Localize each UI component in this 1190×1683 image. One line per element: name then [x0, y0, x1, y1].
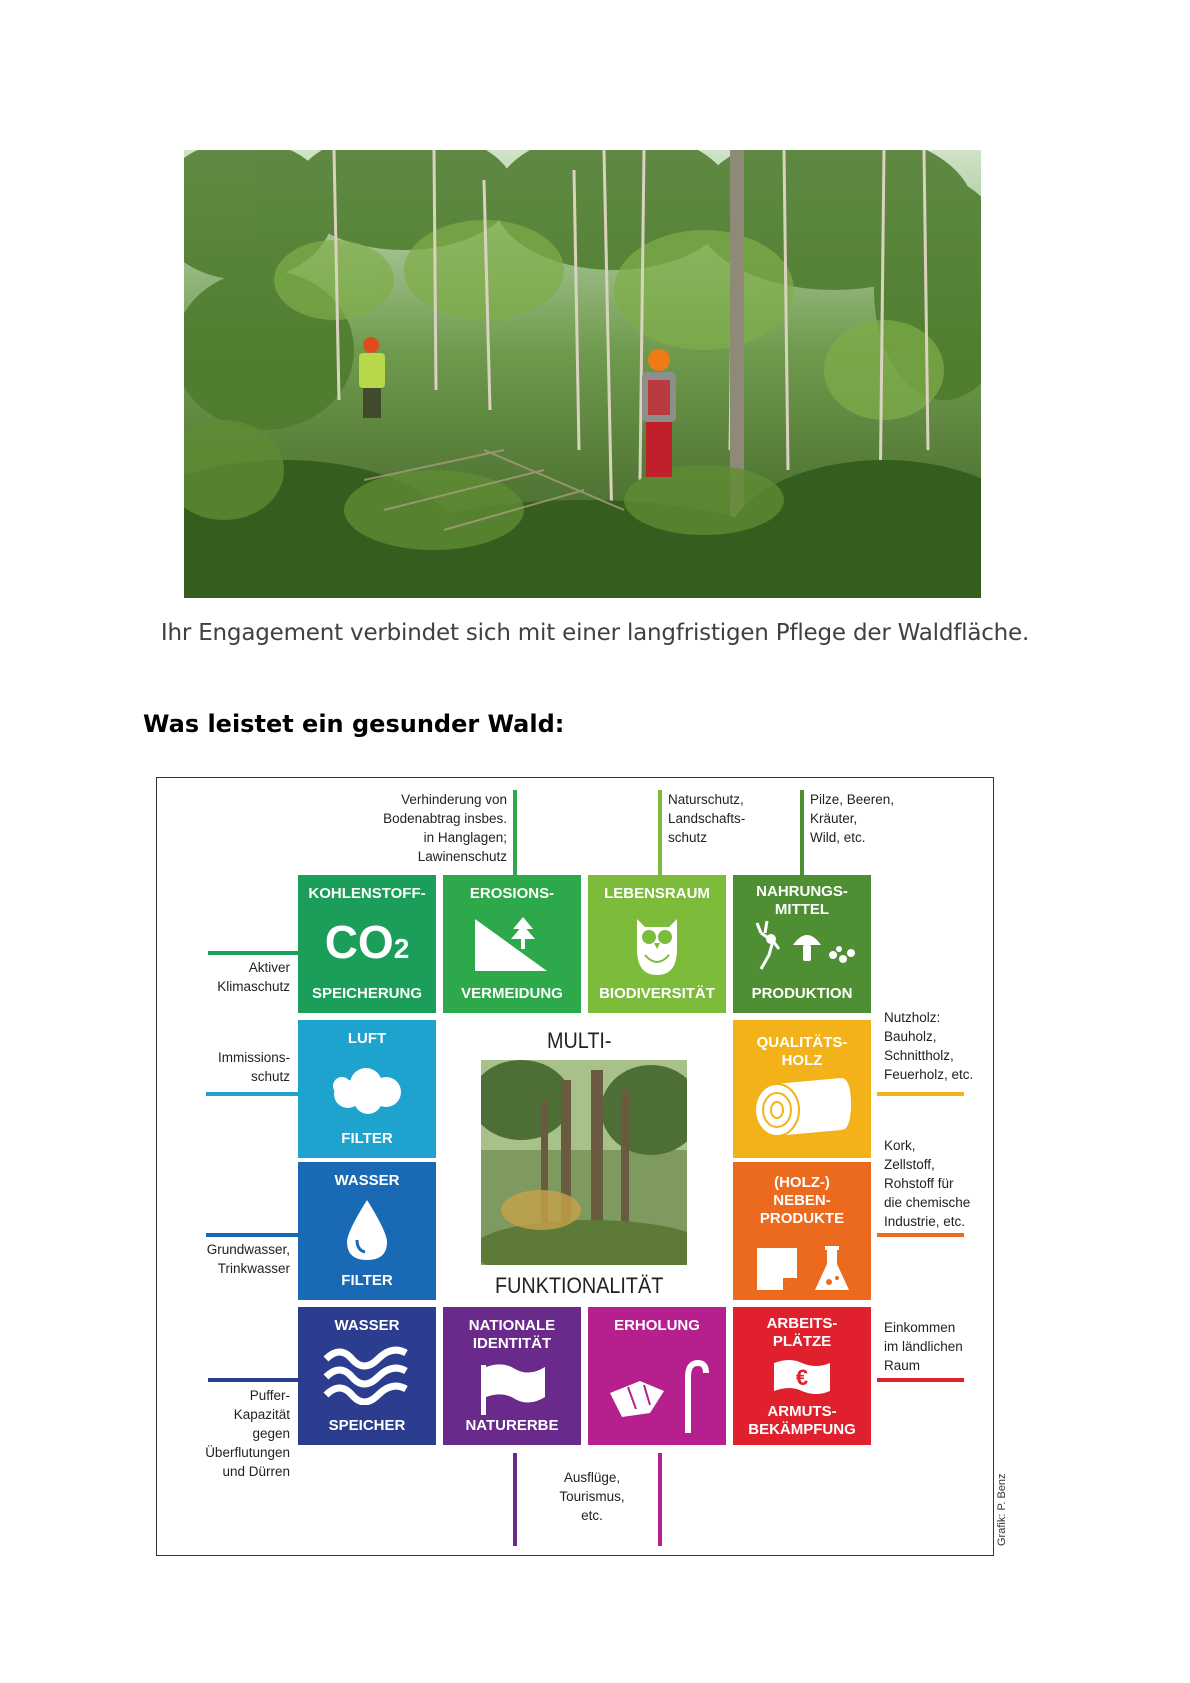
annotation-erosion: Verhinderung von Bodenabtrag insbes. in Hanglagen; Lawinenschutz: [383, 792, 507, 864]
owl-icon: [627, 909, 687, 979]
center-title-bottom: FUNKTIONALITÄT: [495, 1273, 664, 1298]
annotation-arbeit: Einkommen im ländlichen Raum: [884, 1320, 963, 1373]
map-cane-icon: [606, 1357, 710, 1437]
tile-identitaet: NATIONALE IDENTITÄT NATURERBE: [443, 1307, 581, 1445]
connector-line: [206, 1092, 298, 1096]
tile-wasserfilter: WASSER FILTER: [298, 1162, 436, 1300]
connector-line: [208, 951, 298, 955]
connector-line: [658, 790, 662, 875]
annotation-wasserspeicher: Puffer- Kapazität gegen Überflutungen und Dürren: [205, 1388, 290, 1479]
tile-arbeit: ARBEITS- PLÄTZE € ARMUTS- BEKÄMPFUNG: [733, 1307, 871, 1445]
graphic-credit: Grafik: P. Benz: [996, 1473, 1008, 1546]
water-drop-icon: [343, 1198, 391, 1262]
tile-nahrung: NAHRUNGS- MITTEL PRODUKTION: [733, 875, 871, 1013]
flag-icon: [477, 1361, 549, 1417]
slope-tree-icon: [471, 913, 551, 973]
tile-qualitaet: QUALITÄTS- HOLZ: [733, 1020, 871, 1158]
connector-line: [800, 790, 804, 875]
waves-icon: [322, 1345, 412, 1405]
forest-work-photo: [184, 150, 981, 598]
connector-line: [513, 1453, 517, 1546]
annotation-neben: Kork, Zellstoff, Rohstoff für die chemische Industrie, etc.: [884, 1138, 971, 1229]
section-heading: Was leistet ein gesunder Wald:: [143, 710, 565, 738]
annotation-nahrung: Pilze, Beeren, Kräuter, Wild, etc.: [810, 792, 895, 845]
annotation-luft: Immissions- schutz: [217, 1050, 290, 1084]
connector-line: [206, 1233, 298, 1237]
banknote-icon: [770, 1357, 834, 1397]
deer-mushroom-icon: [743, 919, 861, 975]
tile-luft: LUFT FILTER: [298, 1020, 436, 1158]
connector-line: [208, 1378, 298, 1382]
photo-caption: Ihr Engagement verbindet sich mit einer langfristigen Pflege der Waldfläche.: [160, 620, 1030, 646]
forest-functions-graphic: [156, 777, 1008, 1556]
connector-line: [877, 1378, 964, 1382]
tile-wasserspeicher: WASSER SPEICHER: [298, 1307, 436, 1445]
annotation-lebensraum: Naturschutz, Landschafts- schutz: [668, 792, 746, 845]
log-icon: [753, 1074, 853, 1148]
annotation-kohlenstoff: Aktiver Klimaschutz: [217, 960, 290, 994]
annotation-erholung: Ausflüge, Tourismus, etc.: [559, 1470, 625, 1523]
connector-line: [513, 790, 517, 875]
tile-neben: (HOLZ-) NEBEN- PRODUKTE: [733, 1162, 871, 1300]
connector-line: [658, 1453, 662, 1546]
center-title-top: MULTI-: [547, 1028, 612, 1053]
tile-lebensraum: LEBENSRAUM BIODIVERSITÄT: [588, 875, 726, 1013]
annotation-qualitaet: Nutzholz: Bauholz, Schnittholz, Feuerholz, etc.: [884, 1010, 974, 1082]
euro-symbol: €: [795, 1365, 809, 1390]
cloud-icon: [328, 1064, 406, 1116]
center-forest-image: [481, 1060, 687, 1265]
annotation-wasserfilter: Grundwasser, Trinkwasser: [206, 1242, 290, 1276]
tile-erosion: EROSIONS- VERMEIDUNG: [443, 875, 581, 1013]
tile-kohlenstoff: KOHLENSTOFF- CO2 SPEICHERUNG: [298, 875, 436, 1013]
paper-flask-icon: [753, 1244, 853, 1294]
connector-line: [877, 1233, 964, 1237]
connector-line: [877, 1092, 964, 1096]
tile-erholung: ERHOLUNG: [588, 1307, 726, 1445]
co2-symbol: CO2: [324, 916, 410, 968]
